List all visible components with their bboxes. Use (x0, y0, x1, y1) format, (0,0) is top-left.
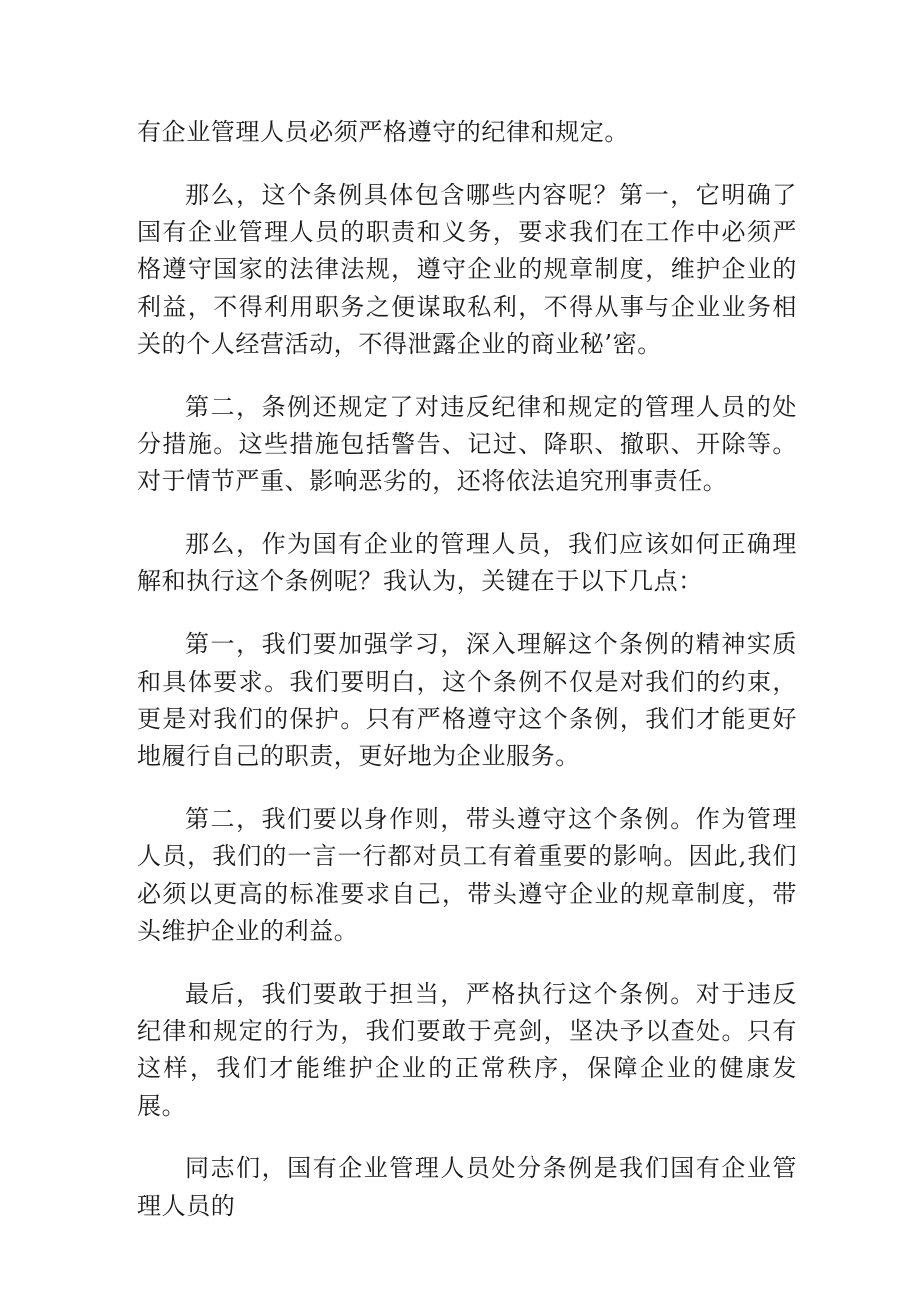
paragraph-6: 第二，我们要以身作则，带头遵守这个条例。作为管理人员，我们的一言一行都对员工有着重要的影响。因此,我们必须以更高的标准要求自己，带头遵守企业的规章制度，带头维护企业的利益。 (137, 804, 797, 945)
paragraph-3: 第二，条例还规定了对违反纪律和规定的管理人员的处分措施。这些措施包括警告、记过、降职、撤职、开除等。对于情节严重、影响恶劣的，还将依法追究刑事责任。 (137, 392, 797, 496)
paragraph-7: 最后，我们要敢于担当，严格执行这个条例。对于违反纪律和规定的行为，我们要敢于亮剑，坚决予以查处。只有这样，我们才能维护企业的正常秩序，保障企业的健康发展。 (137, 979, 797, 1120)
paragraph-5: 第一，我们要加强学习，深入理解这个条例的精神实质和具体要求。我们要明白，这个条例不仅是对我们的约束，更是对我们的保护。只有严格遵守这个条例，我们才能更好地履行自己的职责，更好地为企业服务。 (137, 630, 797, 771)
paragraph-8: 同志们，国有企业管理人员处分条例是我们国有企业管理人员的 (137, 1154, 797, 1220)
paragraph-2: 那么，这个条例具体包含哪些内容呢？第一，它明确了国有企业管理人员的职责和义务，要求我们在工作中必须严格遵守国家的法律法规，遵守企业的规章制度，维护企业的利益，不得利用职务之便谋取私利，不得从事与企业业务相关的个人经营活动，不得泄露企业的商业秘’密。 (137, 180, 797, 358)
document-body (137, 114, 797, 1250)
paragraph-1: 有企业管理人员必须严格遵守的纪律和规定。 (137, 118, 629, 146)
paragraph-4: 那么，作为国有企业的管理人员，我们应该如何正确理解和执行这个条例呢？我认为，关键在于以下几点： (137, 530, 797, 596)
